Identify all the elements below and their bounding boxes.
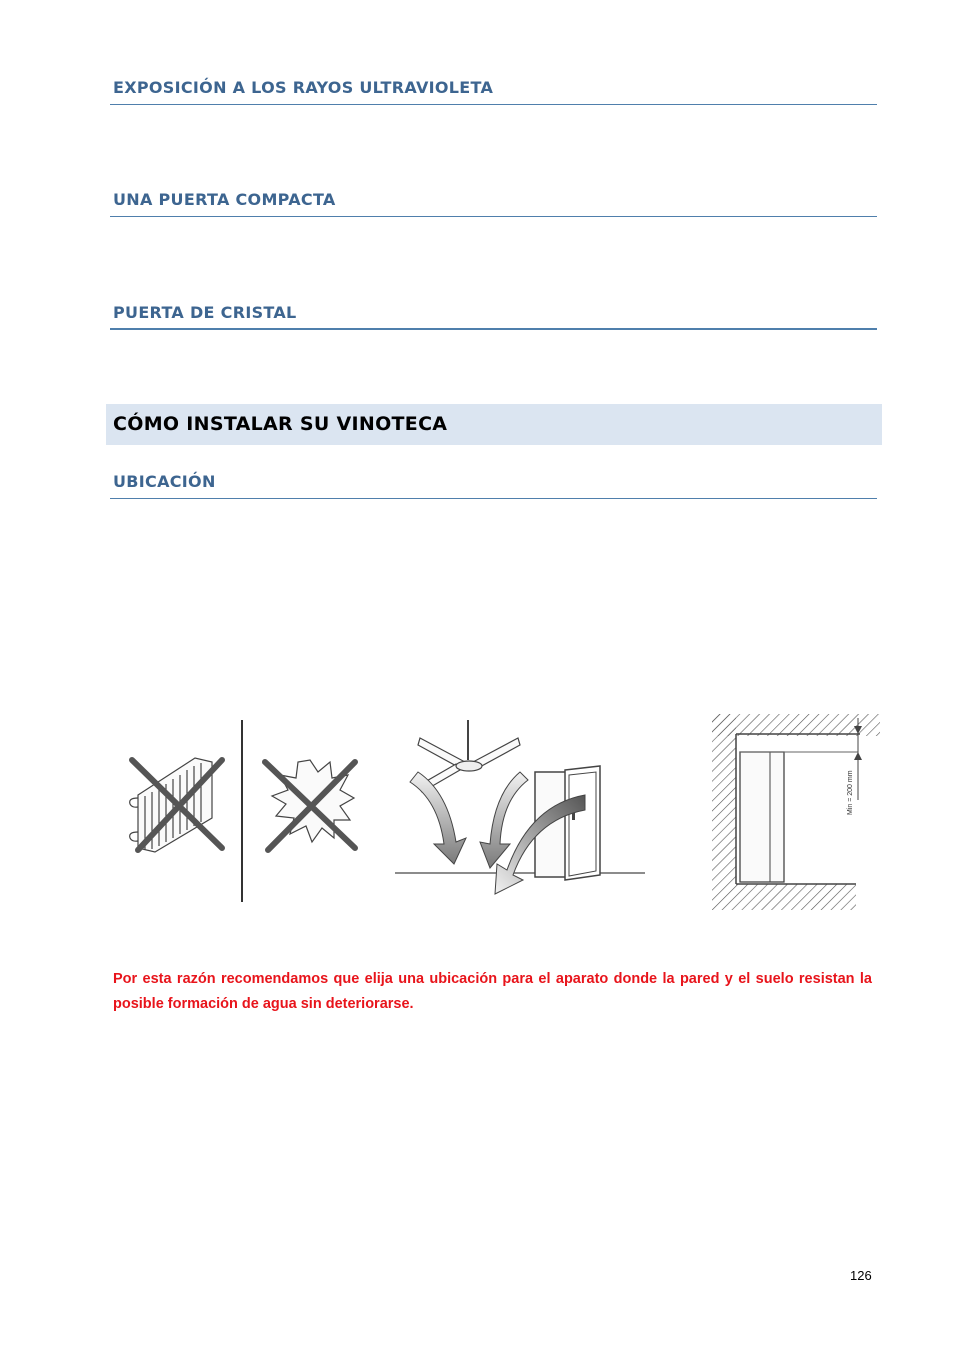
section-heading-location: UBICACIÓN	[113, 472, 216, 491]
warning-paragraph: Por esta razón recomendamos que elija una ubicación para el aparato donde la pared y el suelo resistan la posible formación de agua sin deteriorarse.	[113, 971, 872, 1012]
clearance-label: Min = 200 mm	[847, 770, 854, 815]
heat-source-crossed-icon	[265, 760, 355, 850]
heading-rule	[110, 328, 877, 330]
installation-illustration	[100, 700, 880, 920]
chapter-title: CÓMO INSTALAR SU VINOTECA	[113, 413, 448, 435]
heading-rule	[110, 104, 877, 105]
page-number: 126	[850, 1268, 872, 1283]
chapter-title-band	[106, 404, 882, 445]
section-heading-uv: EXPOSICIÓN A LOS RAYOS ULTRAVIOLETA	[113, 78, 494, 97]
section-heading-glass-door: PUERTA DE CRISTAL	[113, 303, 297, 322]
heading-rule	[110, 216, 877, 217]
radiator-crossed-icon	[130, 758, 222, 852]
heading-rule	[110, 498, 877, 499]
section-heading-compact-door: UNA PUERTA COMPACTA	[113, 190, 336, 209]
clearance-diagram	[712, 714, 880, 910]
